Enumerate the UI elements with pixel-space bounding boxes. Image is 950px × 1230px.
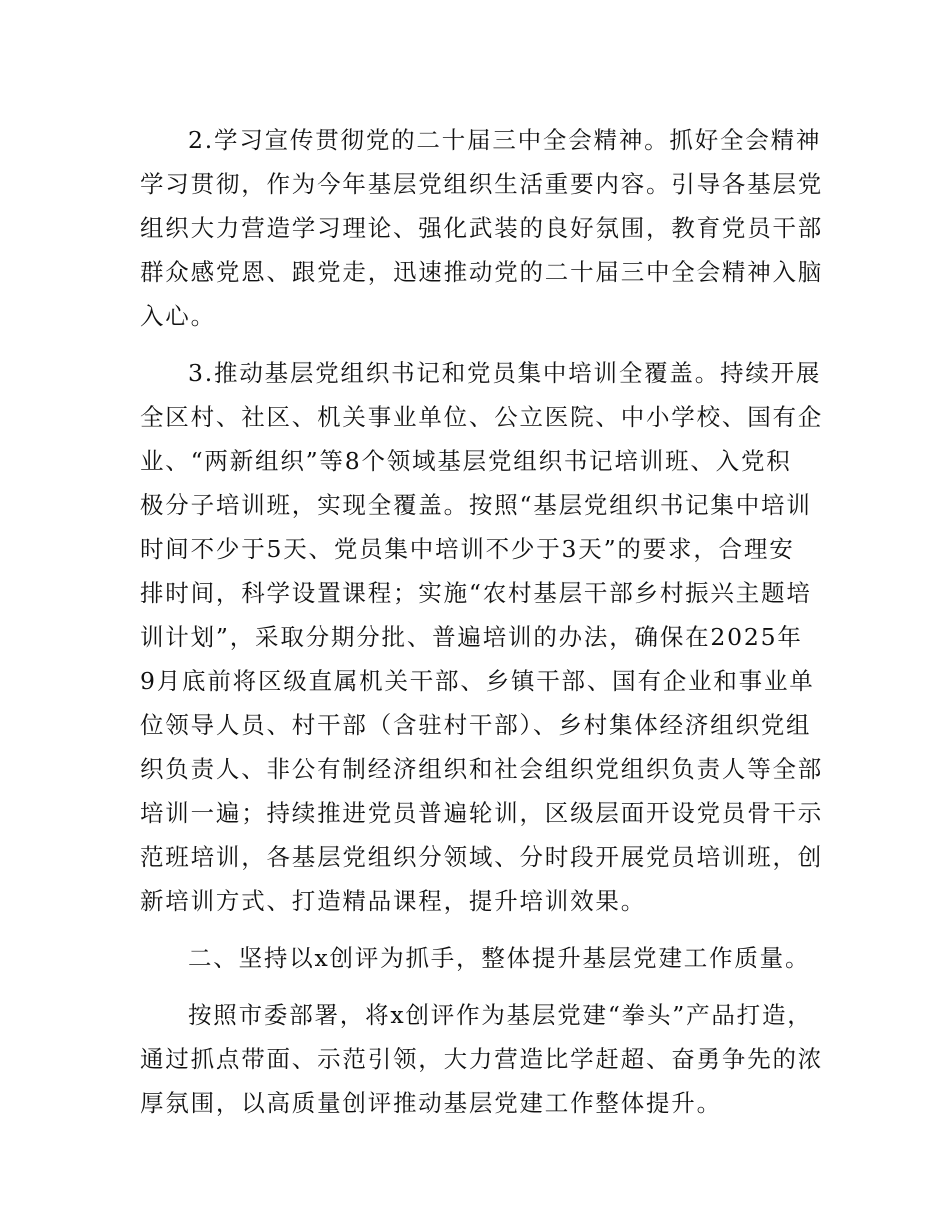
text-line: 组织大力营造学习理论、强化武装的良好氛围，教育党员干部: [140, 214, 824, 242]
document-page: [140, 118, 824, 1138]
text-line: 3.推动基层党组织书记和党员集中培训全覆盖。持续开展: [188, 359, 822, 387]
text-line: 二、坚持以x创评为抓手，整体提升基层党建工作质量。: [188, 944, 811, 972]
text-line: 培训一遍；持续推进党员普遍轮训，区级层面开设党员骨干示: [140, 799, 824, 827]
text-line: 2.学习宣传贯彻党的二十届三中全会精神。抓好全会精神: [188, 126, 822, 154]
text-line: 新培训方式、打造精品课程，提升培训效果。: [140, 887, 646, 915]
text-line: 训计划”，采取分期分批、普遍培训的办法，确保在2025年: [140, 623, 803, 651]
text-line: 厚氛围，以高质量创评推动基层党建工作整体提升。: [140, 1089, 722, 1117]
paragraph-training-coverage: [140, 351, 824, 923]
text-line: 范班培训，各基层党组织分领域、分时段开展党员培训班，创: [140, 843, 824, 871]
text-line: 按照市委部署，将x创评作为基层党建“拳头”产品打造，: [188, 1001, 813, 1029]
text-line: 时间不少于5天、党员集中培训不少于3天”的要求，合理安: [140, 535, 795, 563]
section-heading-2: [140, 936, 812, 980]
text-line: 全区村、社区、机关事业单位、公立医院、中小学校、国有企: [140, 403, 824, 431]
text-line: 群众感党恩、跟党走，迅速推动党的二十届三中全会精神入脑: [140, 258, 824, 286]
text-line: 位领导人员、村干部（含驻村干部）、乡村集体经济组织党组: [140, 711, 812, 739]
text-line: 业、“两新组织”等8个领域基层党组织书记培训班、入党积: [140, 447, 792, 475]
text-line: 排时间，科学设置课程；实施“农村基层干部乡村振兴主题培: [140, 579, 812, 607]
text-line: 学习贯彻，作为今年基层党组织生活重要内容。引导各基层党: [140, 170, 824, 198]
text-line: 入心。: [140, 302, 216, 330]
text-line: 极分子培训班，实现全覆盖。按照“基层党组织书记集中培训: [140, 491, 812, 519]
text-line: 通过抓点带面、示范引领，大力营造比学赶超、奋勇争先的浓: [140, 1045, 824, 1073]
text-line: 9月底前将区级直属机关干部、乡镇干部、国有企业和事业单: [140, 667, 815, 695]
text-line: 织负责人、非公有制经济组织和社会组织党组织负责人等全部: [140, 755, 824, 783]
paragraph-evaluation: [140, 993, 824, 1125]
paragraph-study-plenary: [140, 118, 824, 338]
